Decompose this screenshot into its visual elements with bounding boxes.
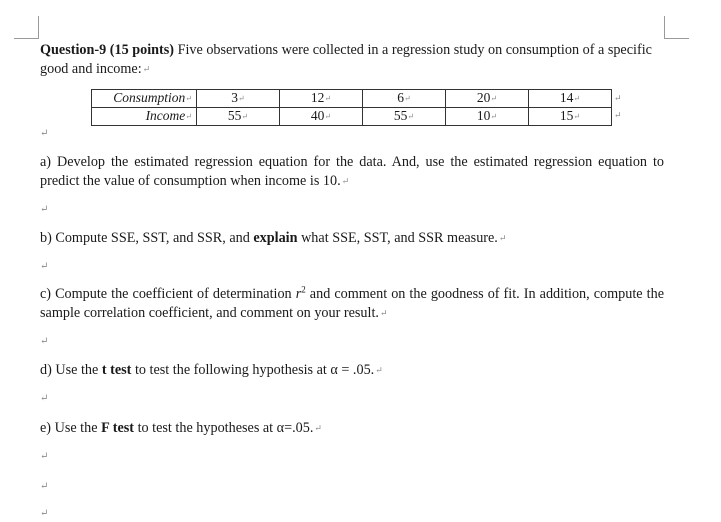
- row-header: Income↵: [92, 108, 197, 126]
- table-cell: 12↵: [280, 90, 363, 108]
- question-intro-text: Five observations were collected in a regression study on consumption of a specific good and income:: [40, 42, 652, 77]
- crop-mark-top-left: [14, 16, 39, 39]
- question-intro: [40, 41, 664, 79]
- row-end-mark: ↵: [614, 93, 622, 103]
- table-cell: 3↵: [197, 90, 280, 108]
- empty-paragraph-mark: ↵: [40, 336, 49, 347]
- empty-paragraph-mark: ↵: [40, 481, 49, 492]
- table-cell: 15↵: [529, 108, 612, 126]
- table-cell: 40↵: [280, 108, 363, 126]
- observations-table: [91, 89, 612, 126]
- table-cell: 55↵: [197, 108, 280, 126]
- part-e: e) Use the F test to test the hypotheses at α=.05.↵: [40, 420, 322, 436]
- empty-paragraph-mark: ↵: [40, 393, 49, 404]
- row-header: Consumption↵: [92, 90, 197, 108]
- part-b: b) Compute SSE, SST, and SSR, and explain what SSE, SST, and SSR measure.↵: [40, 230, 507, 246]
- question-number: Question-9 (15 points): [40, 42, 175, 58]
- table-cell: 10↵: [446, 108, 529, 126]
- table-cell: 14↵: [529, 90, 612, 108]
- table-row-income: [92, 108, 612, 126]
- empty-paragraph-mark: ↵: [40, 204, 49, 215]
- crop-mark-top-right: [664, 16, 689, 39]
- part-d: d) Use the t test to test the following hypothesis at α = .05.↵: [40, 362, 383, 378]
- part-c: c) Compute the coefficient of determination $r^2$ and comment on the goodness of fit. In addition, compute the sample correlation coefficient, and comment on your result.↵: [40, 284, 664, 321]
- table-cell: 6↵: [363, 90, 446, 108]
- empty-paragraph-mark: ↵: [40, 261, 49, 272]
- table-cell: 55↵: [363, 108, 446, 126]
- part-a: a) Develop the estimated regression equation for the data. And, use the estimated regression equation to predict the value of consumption when income is 10.↵: [40, 154, 664, 189]
- table-cell: 20↵: [446, 90, 529, 108]
- table-row-consumption: [92, 90, 612, 108]
- empty-paragraph-mark: ↵: [40, 128, 49, 139]
- empty-paragraph-mark: ↵: [40, 508, 49, 519]
- paragraph-mark: ↵: [142, 64, 151, 74]
- empty-paragraph-mark: ↵: [40, 451, 49, 462]
- row-end-mark: ↵: [614, 110, 622, 120]
